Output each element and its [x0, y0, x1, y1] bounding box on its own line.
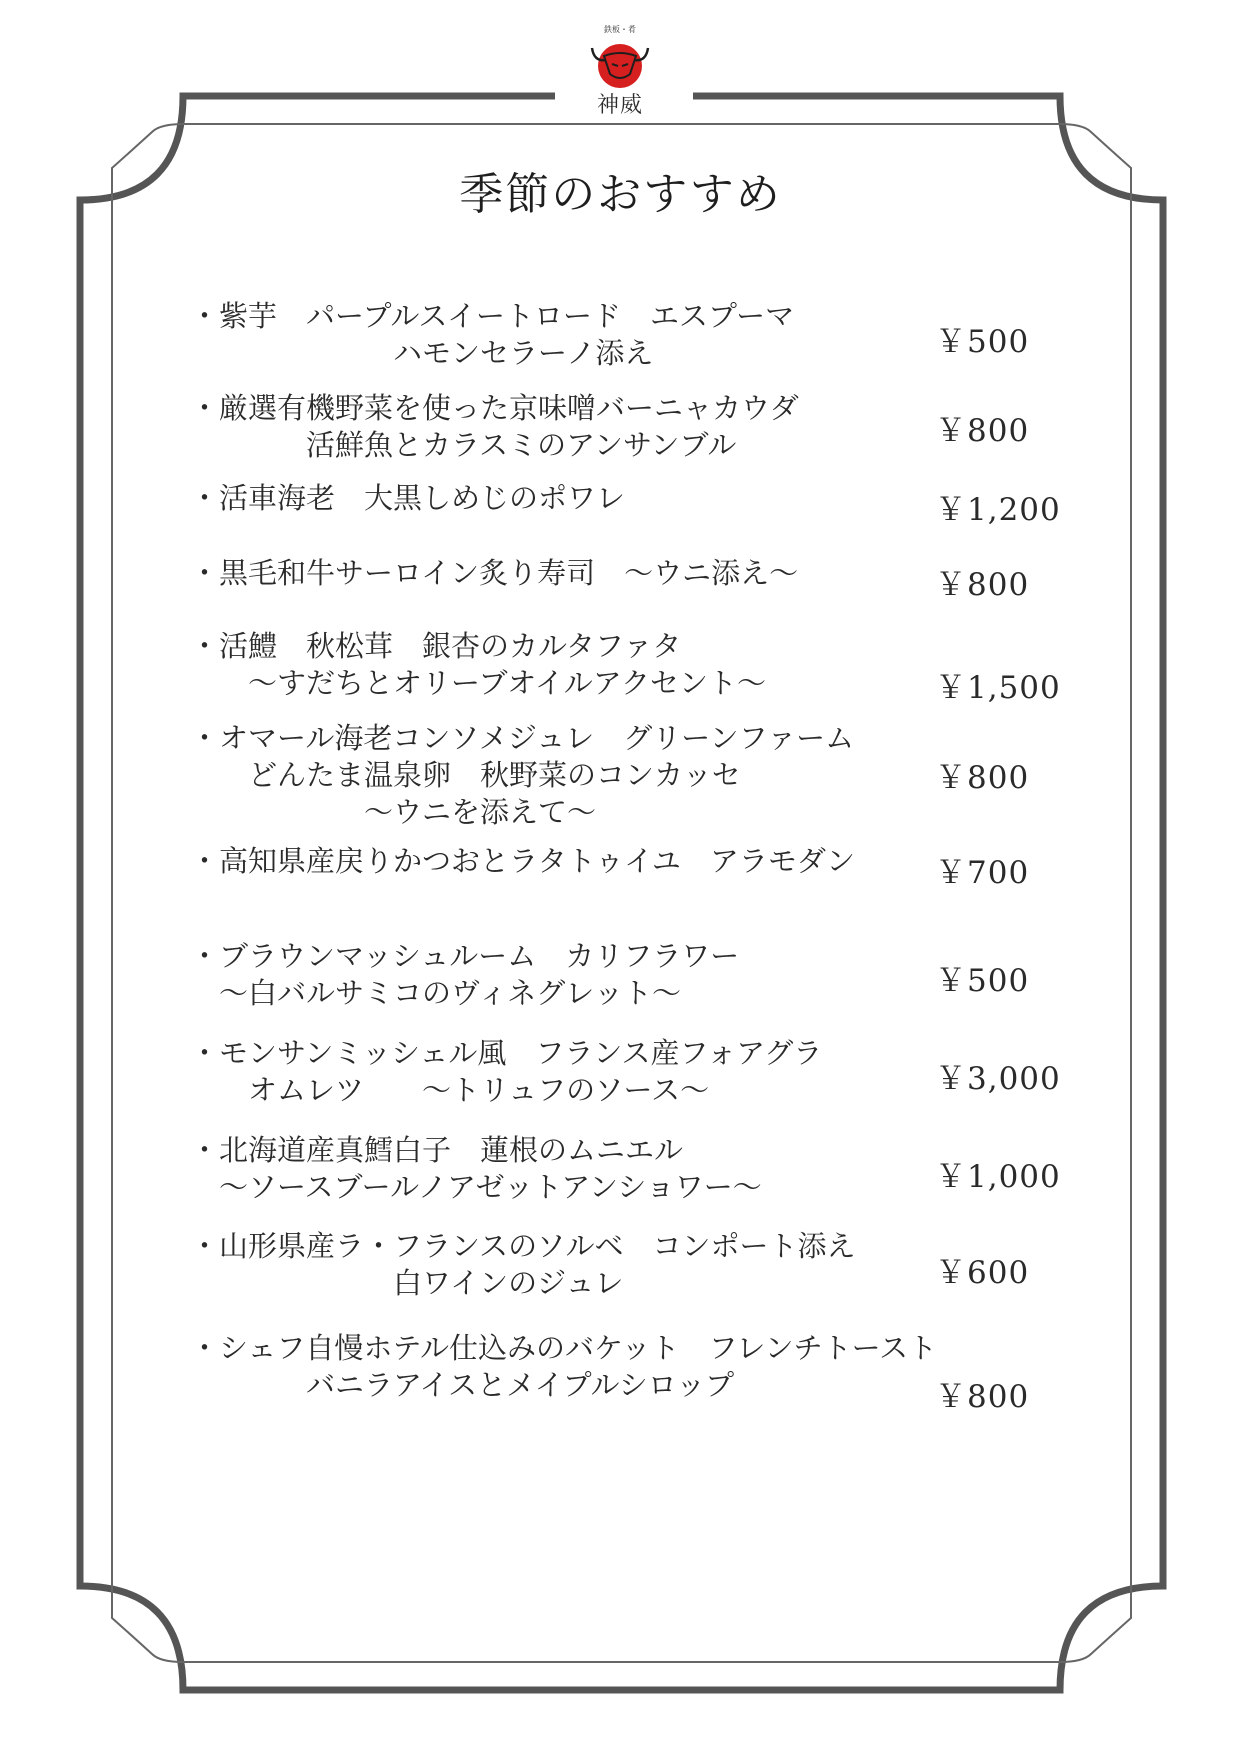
restaurant-logo	[584, 18, 656, 116]
menu-item-line: ハモンセラーノ添え	[190, 336, 654, 370]
menu-item-line: ・紫芋 パープルスイートロード エスプーマ	[190, 299, 795, 333]
menu-item-line: 白ワインのジュレ	[190, 1266, 624, 1300]
menu-item-price: ￥700	[935, 855, 1030, 891]
logo-subtitle: 鉄板・肴	[604, 25, 636, 34]
menu-item-line: ～ソースブールノアゼットアンショワー～	[190, 1170, 762, 1204]
menu-item	[190, 843, 940, 880]
menu-item-line: ・オマール海老コンソメジュレ グリーンファーム	[190, 721, 855, 755]
menu-item	[190, 938, 940, 1012]
menu-item	[190, 1330, 940, 1404]
menu-item-price: ￥800	[935, 1379, 1030, 1415]
menu-item-price: ￥800	[935, 413, 1030, 449]
menu-item-line: ・シェフ自慢ホテル仕込みのバケット フレンチトースト	[190, 1331, 938, 1365]
menu-item-line: ・北海道産真鱈白子 蓮根のムニエル	[190, 1133, 684, 1167]
menu-item-line: ～ウニを添えて～	[190, 795, 597, 829]
menu-item-price: ￥1,500	[935, 670, 1061, 706]
page-title: 季節のおすすめ	[459, 169, 782, 220]
menu-item	[190, 1228, 940, 1302]
menu-item	[190, 720, 940, 831]
menu-item-line: オムレツ ～トリュフのソース～	[190, 1073, 710, 1107]
menu-item-line: ・活鱧 秋松茸 銀杏のカルタファタ	[190, 629, 682, 663]
menu-item-line: 活鮮魚とカラスミのアンサンブル	[190, 428, 737, 462]
menu-item-price: ￥800	[935, 567, 1030, 603]
menu-item-line: ～白バルサミコのヴィネグレット～	[190, 976, 681, 1010]
menu-item-line: ・高知県産戻りかつおとラタトゥイユ アラモダン	[190, 844, 856, 878]
menu-item	[190, 1035, 940, 1109]
menu-item-line: ・ブラウンマッシュルーム カリフラワー	[190, 939, 740, 973]
menu-item-line: ・モンサンミッシェル風 フランス産フォアグラ	[190, 1036, 823, 1070]
menu-item-price: ￥600	[935, 1255, 1030, 1291]
menu-item	[190, 1132, 940, 1206]
menu-item	[190, 298, 940, 372]
menu-item-price: ￥800	[935, 760, 1030, 796]
menu-item-line: ～すだちとオリーブオイルアクセント～	[190, 666, 766, 700]
menu-item-line: ・厳選有機野菜を使った京味噌バーニャカウダ	[190, 391, 799, 425]
menu-item	[190, 628, 940, 702]
menu-item-price: ￥500	[935, 324, 1030, 360]
menu-item-line: どんたま温泉卵 秋野菜のコンカッセ	[190, 758, 741, 792]
menu-item	[190, 555, 940, 592]
menu-item	[190, 390, 940, 464]
menu-item-line: ・黒毛和牛サーロイン炙り寿司 ～ウニ添え～	[190, 556, 799, 590]
menu-item-price: ￥3,000	[935, 1061, 1061, 1097]
menu-item-line: バニラアイスとメイプルシロップ	[190, 1368, 735, 1402]
menu-item-price: ￥500	[935, 963, 1030, 999]
menu-item-price: ￥1,200	[935, 492, 1061, 528]
menu-item-line: ・活車海老 大黒しめじのポワレ	[190, 481, 626, 515]
menu-item	[190, 480, 940, 517]
menu-item-price: ￥1,000	[935, 1159, 1061, 1195]
menu-item-line: ・山形県産ラ・フランスのソルベ コンポート添え	[190, 1229, 856, 1263]
logo-name: 神威	[596, 93, 643, 118]
